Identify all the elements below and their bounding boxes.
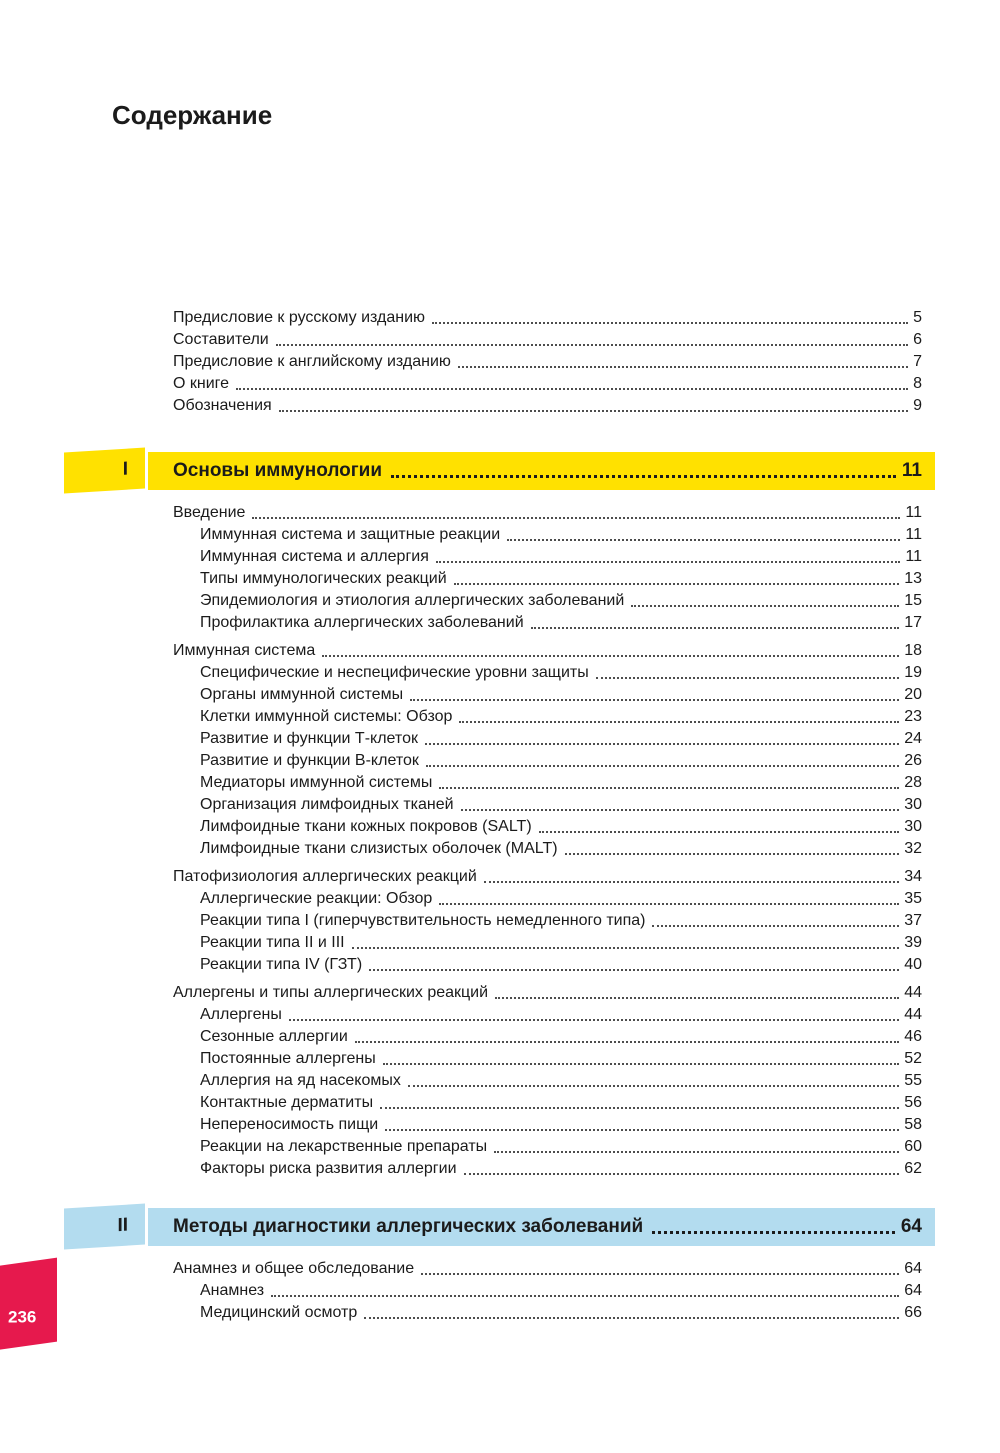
toc-entry-label: Эпидемиология и этиология аллергических заболеваний [200, 592, 625, 609]
toc-entry-page: 30 [904, 796, 922, 813]
toc-entry [173, 1136, 922, 1158]
toc-entry [173, 816, 922, 838]
dotted-leader [385, 1114, 899, 1131]
toc-entry-label: Клетки иммунной системы: Обзор [200, 708, 453, 725]
toc-entry-label: Патофизиология аллергических реакций [173, 868, 477, 885]
toc-entry-label: Лимфоидные ткани кожных покровов (SALT) [200, 818, 532, 835]
dotted-leader [383, 1048, 899, 1065]
toc-entry-label: Предисловие к русскому изданию [173, 309, 426, 326]
dotted-leader [494, 1136, 899, 1153]
dotted-leader [364, 1302, 899, 1319]
toc-entry-page: 30 [904, 818, 922, 835]
toc-entry-label: Профилактика аллергических заболеваний [200, 614, 524, 631]
toc-entry-page: 34 [904, 868, 922, 885]
toc-entry [173, 932, 922, 954]
page-number: 236 [8, 1307, 37, 1327]
section-page: 64 [900, 1216, 922, 1237]
toc-entry-label: Аллергены и типы аллергических реакций [173, 984, 489, 1001]
toc-entry-label: Реакции типа I (гиперчувствительность немедленного типа) [200, 912, 646, 929]
toc-entry [173, 568, 922, 590]
toc-entry-page: 62 [904, 1160, 922, 1177]
dotted-leader [464, 1158, 900, 1175]
toc-entry-page: 19 [904, 664, 922, 681]
toc-entry-label: Медиаторы иммунной системы [200, 774, 433, 791]
toc-entry-label: О книге [173, 375, 230, 392]
sections-container [117, 452, 935, 1324]
toc-entry-page: 64 [904, 1260, 922, 1277]
dotted-leader [459, 706, 899, 723]
dotted-leader [352, 932, 900, 949]
page-number-tab [0, 1258, 57, 1351]
toc-entry-label: Контактные дерматиты [200, 1094, 374, 1111]
dotted-leader [631, 590, 899, 607]
section-entries [173, 502, 922, 1180]
toc-entry-label: Лимфоидные ткани слизистых оболочек (MALT) [200, 840, 558, 857]
dotted-leader [458, 351, 908, 368]
toc-entry [173, 1092, 922, 1114]
toc-entry [173, 910, 922, 932]
toc-entry [173, 1280, 922, 1302]
front-matter-list [173, 307, 922, 417]
toc-entry-page: 17 [904, 614, 922, 631]
dotted-leader [425, 728, 899, 745]
section-numeral-tab: I [64, 448, 145, 494]
toc-entry [173, 1258, 922, 1280]
toc-entry-page: 11 [905, 526, 922, 543]
toc-entry [173, 954, 922, 976]
toc-entry [173, 750, 922, 772]
toc-entry [173, 706, 922, 728]
dotted-leader [408, 1070, 899, 1087]
dotted-leader [439, 772, 899, 789]
dotted-leader [565, 838, 900, 855]
dotted-leader [426, 750, 899, 767]
toc-entry [173, 838, 922, 860]
dotted-leader [531, 612, 900, 629]
dotted-leader [596, 662, 899, 679]
dotted-leader [355, 1026, 899, 1043]
toc-entry-label: Развитие и функции Т-клеток [200, 730, 418, 747]
toc-entry-label: Типы иммунологических реакций [200, 570, 447, 587]
toc-entry [173, 1302, 922, 1324]
section-title: Методы диагностики аллергических заболеваний [173, 1216, 644, 1237]
toc-entry [173, 1026, 922, 1048]
toc-entry-label: Медицинский осмотр [200, 1304, 358, 1321]
dotted-leader [421, 1258, 899, 1275]
dotted-leader [236, 373, 908, 390]
toc-entry-label: Сезонные аллергии [200, 1028, 348, 1045]
toc-entry-page: 5 [913, 309, 922, 326]
section-I [122, 452, 935, 1180]
toc-entry [173, 728, 922, 750]
toc-entry-label: Непереносимость пищи [200, 1116, 379, 1133]
dotted-leader [276, 329, 908, 346]
toc-entry-label: Факторы риска развития аллергии [200, 1160, 457, 1177]
section-numeral-tab: II [64, 1204, 145, 1250]
toc-entry [173, 982, 922, 1004]
toc-entry-label: Органы иммунной системы [200, 686, 404, 703]
page-title: Содержание [112, 100, 273, 130]
dotted-leader [432, 307, 908, 324]
dotted-leader [369, 954, 899, 971]
toc-entry [173, 590, 922, 612]
dotted-leader [454, 568, 900, 585]
section-header [117, 1208, 935, 1246]
toc-entry-label: Анамнез и общее обследование [173, 1260, 415, 1277]
toc-entry-page: 66 [904, 1304, 922, 1321]
toc-entry-label: Предисловие к английскому изданию [173, 353, 451, 370]
toc-entry-page: 11 [905, 504, 922, 521]
toc-entry [173, 640, 922, 662]
toc-entry-label: Аллергены [200, 1006, 282, 1023]
dotted-leader [539, 816, 900, 833]
toc-entry-label: Постоянные аллергены [200, 1050, 376, 1067]
toc-entry-label: Организация лимфоидных тканей [200, 796, 454, 813]
section-header [122, 452, 935, 490]
dotted-leader [461, 794, 900, 811]
section-title-bar [148, 452, 935, 490]
toc-entry-page: 28 [904, 774, 922, 791]
toc-entry-label: Реакции типа II и III [200, 934, 345, 951]
toc-entry-label: Обозначения [173, 397, 272, 414]
toc-entry [173, 1070, 922, 1092]
toc-entry-label: Реакции на лекарственные препараты [200, 1138, 488, 1155]
toc-entry [173, 1004, 922, 1026]
dotted-leader [652, 910, 899, 927]
toc-entry-page: 35 [904, 890, 922, 907]
dotted-leader [436, 546, 901, 563]
dotted-leader [252, 502, 900, 519]
toc-entry [173, 546, 922, 568]
toc-entry-page: 56 [904, 1094, 922, 1111]
toc-entry-label: Реакции типа IV (ГЗТ) [200, 956, 363, 973]
toc-entry [173, 888, 922, 910]
section-entries [173, 1258, 922, 1324]
toc-entry [173, 307, 922, 329]
toc-entry [173, 772, 922, 794]
toc-entry-label: Иммунная система и аллергия [200, 548, 429, 565]
toc-entry [173, 662, 922, 684]
dotted-leader [484, 866, 899, 883]
toc-entry-page: 39 [904, 934, 922, 951]
toc-entry [173, 502, 922, 524]
toc-entry [173, 329, 922, 351]
toc-entry-label: Анамнез [200, 1282, 265, 1299]
toc-entry-page: 60 [904, 1138, 922, 1155]
dotted-leader [652, 1231, 895, 1234]
toc-entry-page: 32 [904, 840, 922, 857]
toc-entry-label: Аллергические реакции: Обзор [200, 890, 433, 907]
toc-entry-page: 7 [913, 353, 922, 370]
toc-entry [173, 612, 922, 634]
toc-entry [173, 524, 922, 546]
section-title: Основы иммунологии [173, 460, 383, 481]
toc-entry [173, 866, 922, 888]
toc-entry-page: 11 [905, 548, 922, 565]
toc-entry-label: Иммунная система и защитные реакции [200, 526, 501, 543]
toc-entry-page: 46 [904, 1028, 922, 1045]
dotted-leader [507, 524, 900, 541]
toc-entry-page: 40 [904, 956, 922, 973]
dotted-leader [380, 1092, 899, 1109]
toc-entry [173, 1158, 922, 1180]
dotted-leader [495, 982, 899, 999]
toc-entry-page: 44 [904, 1006, 922, 1023]
toc-entry-page: 20 [904, 686, 922, 703]
section-title-bar [148, 1208, 935, 1246]
dotted-leader [322, 640, 899, 657]
dotted-leader [410, 684, 899, 701]
toc-entry-page: 44 [904, 984, 922, 1001]
toc-entry [173, 794, 922, 816]
toc-entry-page: 55 [904, 1072, 922, 1089]
toc-entry-label: Специфические и неспецифические уровни защиты [200, 664, 589, 681]
toc-entry-label: Введение [173, 504, 246, 521]
toc-entry-page: 24 [904, 730, 922, 747]
toc-entry-label: Развитие и функции В-клеток [200, 752, 419, 769]
toc-entry-page: 26 [904, 752, 922, 769]
dotted-leader [279, 395, 908, 412]
toc-entry-label: Иммунная система [173, 642, 316, 659]
dotted-leader [391, 475, 896, 478]
toc-entry [173, 351, 922, 373]
toc-entry-page: 18 [904, 642, 922, 659]
toc-entry-label: Составители [173, 331, 269, 348]
toc-entry [173, 684, 922, 706]
toc-entry-page: 23 [904, 708, 922, 725]
toc-entry-page: 8 [913, 375, 922, 392]
toc-entry [173, 1114, 922, 1136]
dotted-leader [439, 888, 899, 905]
toc-entry-page: 6 [913, 331, 922, 348]
toc-entry-label: Аллергия на яд насекомых [200, 1072, 401, 1089]
dotted-leader [271, 1280, 899, 1297]
section-II [117, 1208, 935, 1324]
toc-entry-page: 9 [913, 397, 922, 414]
toc-entry-page: 58 [904, 1116, 922, 1133]
toc-entry-page: 13 [904, 570, 922, 587]
toc-entry [173, 395, 922, 417]
toc-entry [173, 1048, 922, 1070]
toc-entry-page: 37 [904, 912, 922, 929]
toc-entry-page: 15 [904, 592, 922, 609]
toc-entry-page: 64 [904, 1282, 922, 1299]
section-page: 11 [901, 460, 922, 481]
toc-entry-page: 52 [904, 1050, 922, 1067]
dotted-leader [289, 1004, 899, 1021]
toc-entry [173, 373, 922, 395]
